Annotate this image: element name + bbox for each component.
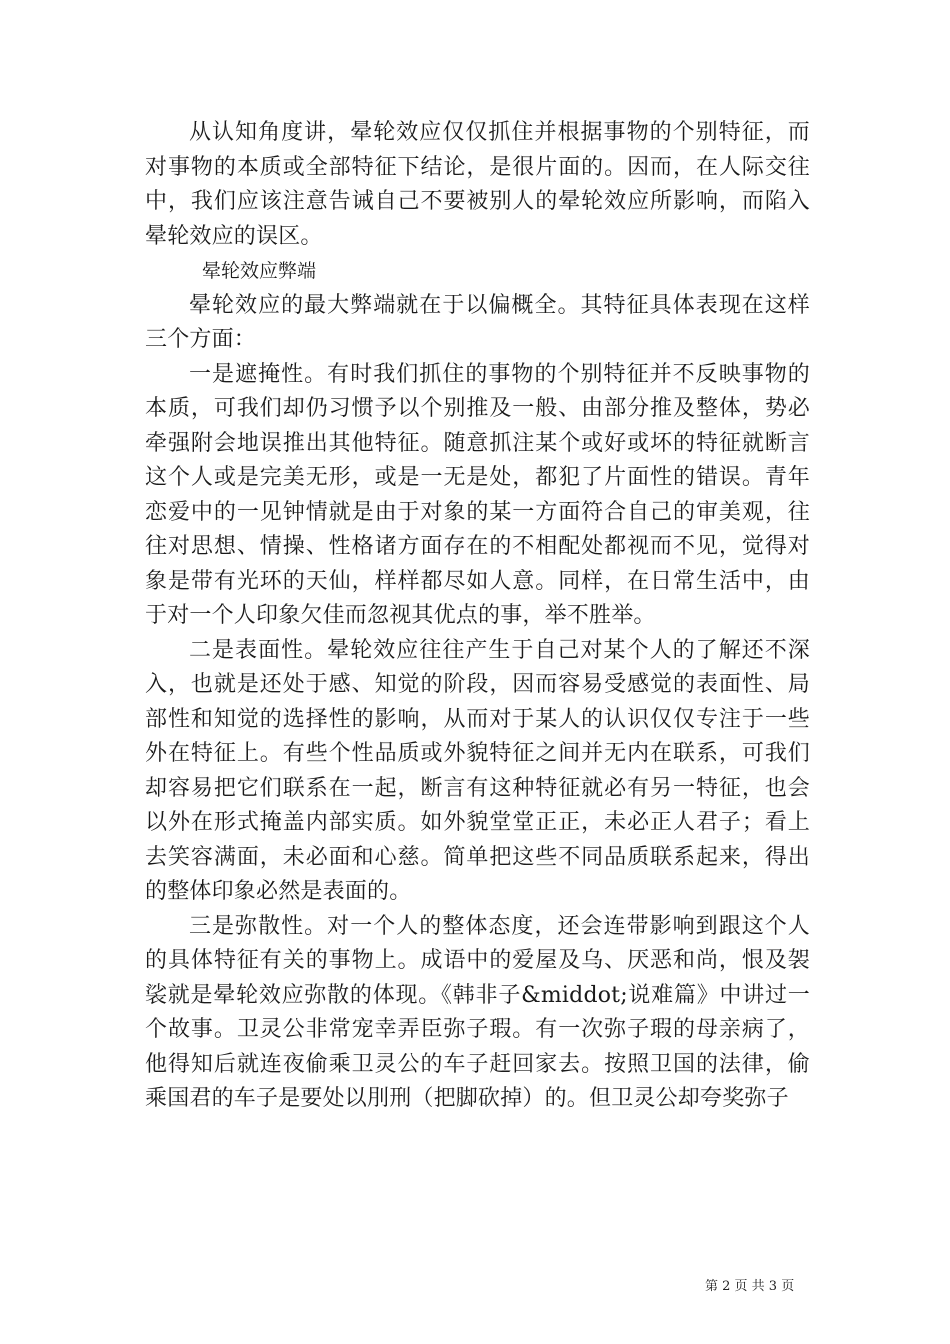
paragraph-cognition: 从认知角度讲，晕轮效应仅仅抓住并根据事物的个别特征，而对事物的本质或全部特征下结论，是很片面的。因而，在人际交往中，我们应该注意告诫自己不要被别人的晕轮效应所影响，而陷入晕轮效应的误区。 — [145, 120, 810, 249]
paragraph-diffusion: 三是弥散性。对一个人的整体态度，还会连带影响到跟这个人的具体特征有关的事物上。成语中的爱屋及乌、厌恶和尚，恨及袈裟就是晕轮效应弥散的体现。《韩非子&middot;说难篇》中讲过一个故事。卫灵公非常宠幸弄臣弥子瑕。有一次弥子瑕的母亲病了，他得知后就连夜偷乘卫灵公的车子赶回家去。按照卫国的法律，偷乘国君的车子是要处以刖刑（把脚砍掉）的。但卫灵公却夸奖弥子 — [145, 913, 810, 1111]
paragraph-concealment: 一是遮掩性。有时我们抓住的事物的个别特征并不反映事物的本质，可我们却仍习惯予以个别推及一般、由部分推及整体，势必牵强附会地误推出其他特征。随意抓注某个或好或坏的特征就断言这个人或是完美无形，或是一无是处，都犯了片面性的错误。青年恋爱中的一见钟情就是由于对象的某一方面符合自己的审美观，往往对思想、情操、性格诸方面存在的不相配处都视而不见，觉得对象是带有光环的天仙，样样都尽如人意。同样，在日常生活中，由于对一个人印象欠佳而忽视其优点的事，举不胜举。 — [145, 361, 810, 628]
document-body — [145, 116, 810, 1117]
section-heading: 晕轮效应弊端 — [202, 260, 317, 282]
paragraph-drawback-intro: 晕轮效应的最大弊端就在于以偏概全。其特征具体表现在这样三个方面： — [145, 292, 810, 352]
paragraph-superficiality: 二是表面性。晕轮效应往往产生于自己对某个人的了解还不深入，也就是还处于感、知觉的阶段，因而容易受感觉的表面性、局部性和知觉的选择性的影响，从而对于某人的认识仅仅专注于一些外在特征上。有些个性品质或外貌特征之间并无内在联系，可我们却容易把它们联系在一起，断言有这种特征就必有另一特征，也会以外在形式掩盖内部实质。如外貌堂堂正正，未必正人君子；看上去笑容满面，未必面和心慈。简单把这些不同品质联系起来，得出的整体印象必然是表面的。 — [145, 637, 810, 904]
page-number-footer: 第 2 页 共 3 页 — [705, 1279, 795, 1294]
